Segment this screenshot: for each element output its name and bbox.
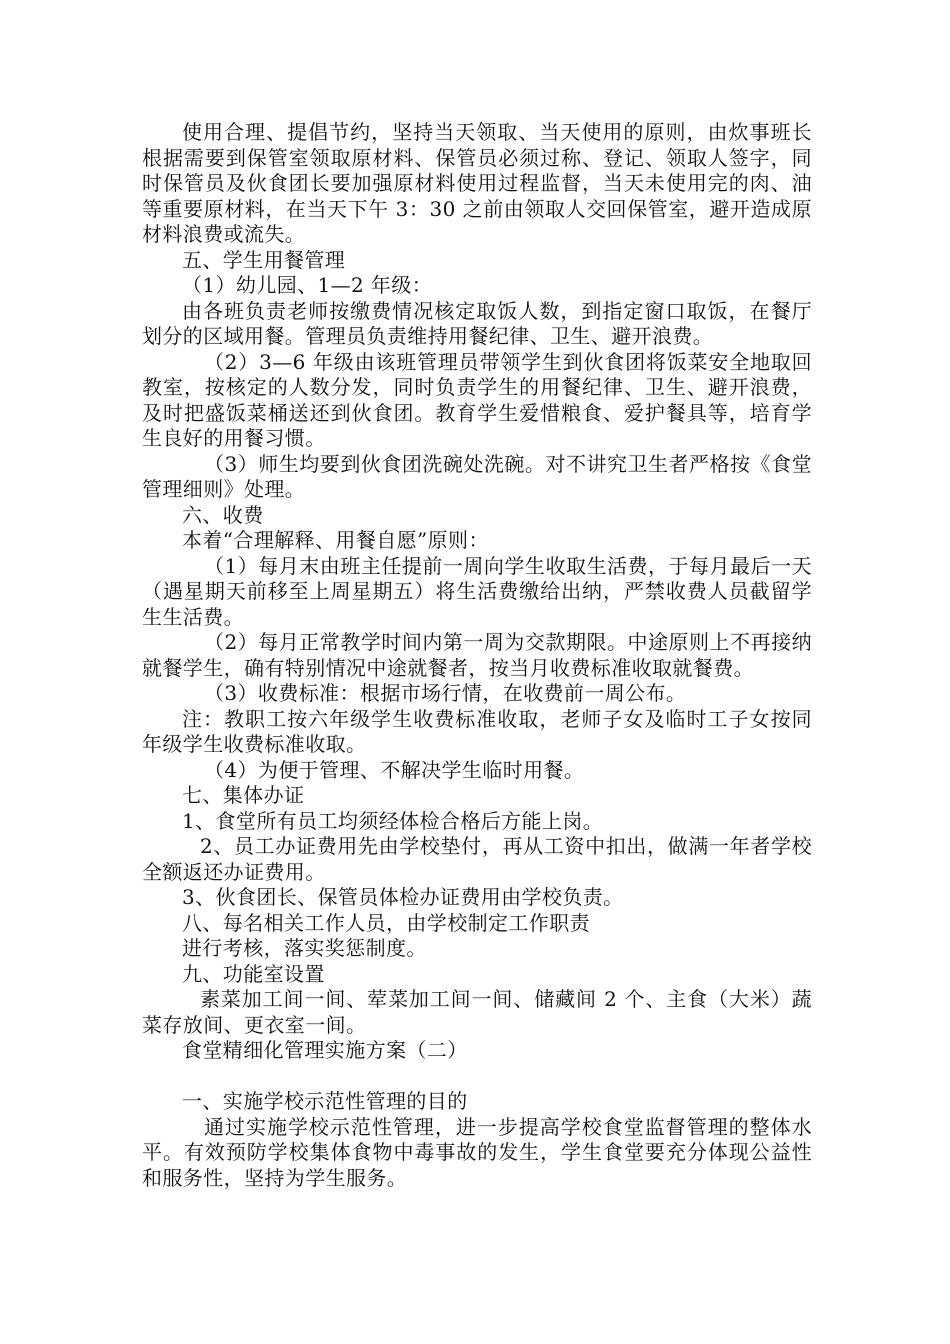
subheading-kindergarten: （1）幼儿园、1—2 年级：: [182, 273, 433, 297]
heading-section-7: 七、集体办证: [182, 783, 305, 807]
document-body: [142, 120, 812, 1191]
heading-plan-2: 食堂精细化管理实施方案（二）: [182, 1038, 468, 1062]
paragraph-fee-4: （4）为便于管理、不解决学生临时用餐。: [204, 757, 585, 782]
paragraph-cert-3: 3、伙食团长、保管员体检办证费用由学校负责。: [182, 885, 624, 909]
paragraph-rooms: 素菜加工间一间、荤菜加工间一间、储藏间 2 个、主食（大米）蔬菜存放间、更衣室一间。: [142, 987, 812, 1037]
paragraph-kindergarten: 由各班负责老师按缴费情况核定取饭人数，到指定窗口取饭，在餐厅划分的区域用餐。管理员负责维持用餐纪律、卫生、避开浪费。: [142, 298, 812, 348]
paragraph-purpose: 通过实施学校示范性管理，进一步提高学校食堂监督管理的整体水平。有效预防学校集体食物中毒事故的发生，学生食堂要充分体现公益性和服务性，坚持为学生服务。: [142, 1114, 812, 1190]
paragraph-cert-1: 1、食堂所有员工均须经体检合格后方能上岗。: [182, 808, 604, 833]
paragraph-wash-dishes: （3）师生均要到伙食团洗碗处洗碗。对不讲究卫生者严格按《食堂管理细则》处理。: [142, 451, 812, 501]
paragraph-fee-2: （2）每月正常教学时间内第一周为交款期限。中途原则上不再接纳就餐学生，确有特别情况中途就餐者，按当月收费标准收取就餐费。: [142, 630, 812, 680]
heading-section-6: 六、收费: [182, 502, 264, 527]
paragraph-note: 注：教职工按六年级学生收费标准收取，老师子女及临时工子女按同年级学生收费标准收取。: [142, 706, 812, 756]
heading-section-9: 九、功能室设置: [182, 961, 325, 986]
paragraph-assessment: 进行考核，落实奖惩制度。: [182, 936, 427, 960]
paragraph-raw-materials: 使用合理、提倡节约，坚持当天领取、当天使用的原则，由炊事班长根据需要到保管室领取原材料、保管员必须过称、登记、领取人签字，同时保管员及伙食团长要加强原材料使用过程监督，当天未使用完的肉、油等重要原材料，在当天下午 3：30 之前由领取人交回保管室，避开造成原材料浪费或流失。: [142, 120, 812, 246]
heading-section-8: 八、每名相关工作人员，由学校制定工作职责: [182, 910, 590, 935]
paragraph-cert-2: 2、员工办证费用先由学校垫付，再从工资中扣出，做满一年者学校全额返还办证费用。: [142, 834, 812, 884]
paragraph-principle: 本着“合理解释、用餐自愿”原则：: [182, 528, 489, 552]
paragraph-fee-1: （1）每月末由班主任提前一周向学生收取生活费，于每月最后一天（遇星期天前移至上周星期五）将生活费缴给出纳，严禁收费人员截留学生生活费。: [142, 553, 812, 629]
paragraph-grade-3-6: （2）3—6 年级由该班管理员带领学生到伙食团将饭菜安全地取回教室，按核定的人数分发，同时负责学生的用餐纪律、卫生、避开浪费，及时把盛饭菜桶送还到伙食团。教育学生爱惜粮食、爱护餐具等，培育学生良好的用餐习惯。: [142, 349, 812, 450]
heading-purpose: 一、实施学校示范性管理的目的: [182, 1089, 468, 1113]
heading-section-5: 五、学生用餐管理: [182, 247, 346, 272]
blank-line: [142, 1064, 812, 1090]
paragraph-fee-3: （3）收费标准：根据市场行情，在收费前一周公布。: [204, 681, 687, 705]
